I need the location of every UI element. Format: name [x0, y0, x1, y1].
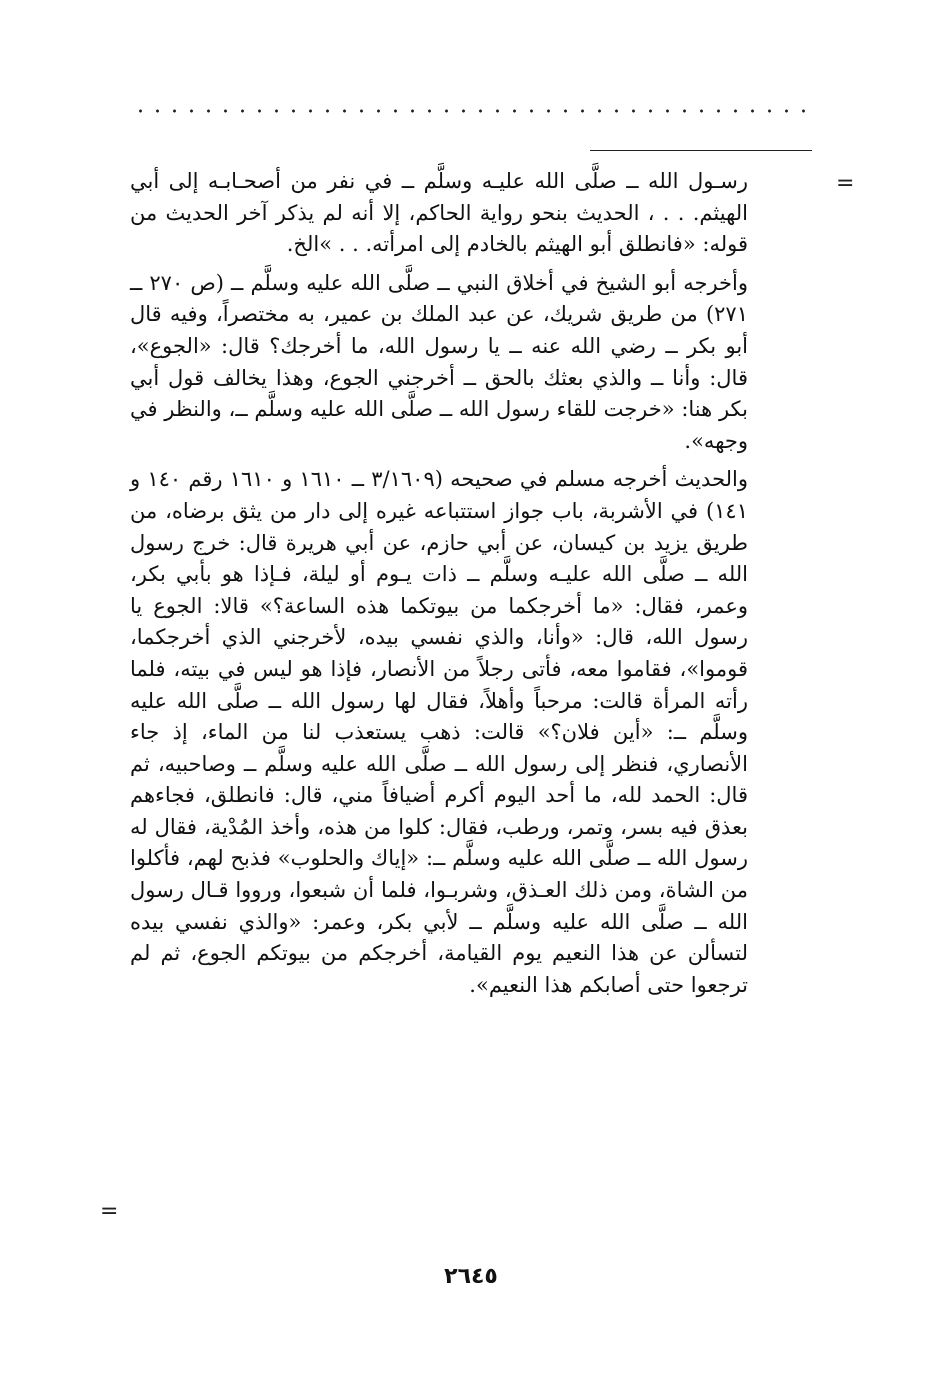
continuation-mark-top: = — [836, 171, 855, 196]
page-number: ٢٦٤٥ — [444, 1264, 498, 1289]
footnote-rule — [590, 150, 812, 151]
paragraph-1: رسـول الله ــ صلَّى الله عليـه وسلَّم ــ في نفر من أصحـابـه إلى أبي الهيثم. . . ، الحديث بنحو رواية الحاكم، إلا أنه لم يذكر آخر الحديث من قوله: «فانطلق أبو الهيثم بالخادم إلى امرأته. . . »الخ. — [130, 169, 748, 257]
continuation-mark-bottom: = — [100, 1199, 119, 1224]
paragraph-3: والحديث أخرجه مسلم في صحيحه (٣/١٦٠٩ ــ ١٦١٠ و ١٦١٠ رقم ١٤٠ و ١٤١) في الأشربة، باب جواز استتباعه غيره إلى دار من يثق برضاه، من طريق يزيد بن كيسان، عن أبي حازم، عن أبي هريرة قال: خرج رسول الله ــ صلَّى الله عليـه وسلَّم ــ ذات يـوم أو ليلة، فـإذا هو بأبي بكر، وعمر، فقال: «ما أخرجكما من بيوتكما هذه الساعة؟» قالا: الجوع يا رسول الله، قال: «وأنا، والذي نفسي بيده، لأخرجني الذي أخرجكما، قوموا»، فقاموا معه، فأتى رجلاً من الأنصار، فإذا هو ليس في بيته، فلما رأته المرأة قالت: مرحباً وأهلاً، فقال لها رسول الله ــ صلَّى الله عليه وسلَّم ــ: «أين فلان؟» قالت: ذهب يستعذب لنا من الماء، إذ جاء الأنصاري، فنظر إلى رسول الله ــ صلَّى الله عليه وسلَّم ــ وصاحبيه، ثم قال: الحمد لله، ما أحد اليوم أكرم أضيافاً مني، قال: فانطلق، فجاءهم بعذق فيه بسر، وتمر، ورطب، فقال: كلوا من هذه، وأخذ المُدْية، فقال له رسول الله ــ صلَّى الله عليه وسلَّم ــ: «إياك والحلوب» فذبح لهم، فأكلوا من الشاة، ومن ذلك العـذق، وشربـوا، فلما أن شبعوا، ورووا قـال رسول الله ــ صلَّى الله عليه وسلَّم ــ لأبي بكر، وعمر: «والذي نفسي بيده لتسألن عن هذا النعيم يوم القيامة، أخرجكم من بيوتكم الجوع، ثم لم ترجعوا حتى أصابكم هذا النعيم». — [130, 467, 748, 997]
dotted-separator — [132, 108, 812, 114]
footnote-text — [130, 166, 748, 1008]
paragraph-2: وأخرجه أبو الشيخ في أخلاق النبي ــ صلَّى الله عليه وسلَّم ــ (ص ٢٧٠ ــ ٢٧١) من طريق شريك، عن عبد الملك بن عمير، به مختصراً، وفيه قال أبو بكر ــ رضي الله عنه ــ يا رسول الله، ما أخرجك؟ قال: «الجوع»، قال: وأنا ــ والذي بعثك بالحق ــ أخرجني الجوع، وهذا يخالف قول أبي بكر هنا: «خرجت للقاء رسول الله ــ صلَّى الله عليه وسلَّم ــ، والنظر في وجهه». — [130, 270, 748, 453]
